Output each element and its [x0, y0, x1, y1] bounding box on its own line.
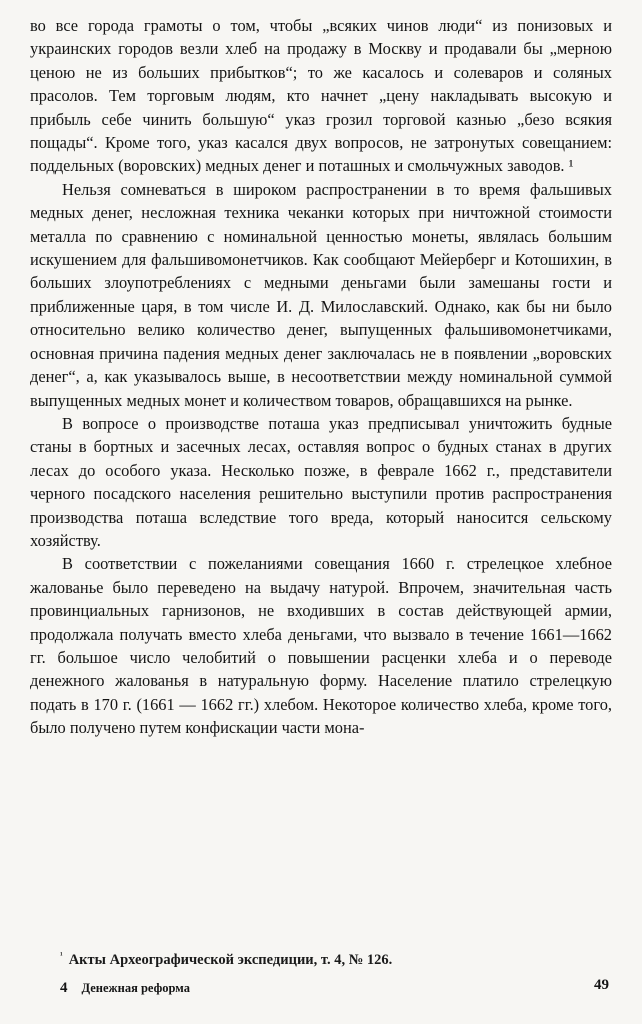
footnote	[60, 950, 392, 969]
page-footer-left	[60, 980, 190, 997]
page-body	[30, 14, 612, 740]
printer-signature: 4	[60, 980, 68, 996]
paragraph-4: В соответствии с пожеланиями совещания 1660 г. стрелецкое хлебное жалованье было переведено на выдачу натурой. Впрочем, значительная часть провинциальных гарнизонов, не входивших в состав действующей армии, продолжала получать вместо хлеба деньгами, что вызвало в течение 1661—1662 гг. большое число челобитий о повышении расценки хлеба и о переводе денежного жалованья в натуральную форму. Население платило стрелецкую подать в 170 г. (1661 — 1662 гг.) хлебом. Некоторое количество хлеба, кроме того, было получено путем конфискации части мона-	[30, 554, 612, 738]
footnote-marker: ¹	[60, 950, 63, 960]
running-title: Денежная реформа	[81, 981, 190, 995]
footnote-text: Акты Археографической экспедиции, т. 4, № 126.	[68, 951, 393, 968]
paragraph-3: В вопросе о производстве поташа указ предписывал уничтожить будные станы в бортных и засечных лесах, оставляя вопрос о будных станах в других лесах до особого указа. Несколько позже, в феврале 1662 г., представители черного посадского населения решительно выступили против распространения производства поташа вследствие того вреда, который наносится сельскому хозяйству.	[30, 413, 612, 550]
page-number: 49	[594, 977, 609, 993]
paragraph-2: Нельзя сомневаться в широком распространении в то время фальшивых медных денег, несложная техника чеканки которых при ничтожной стоимости металла по сравнению с номинальной ценностью монеты, являлась большим искушением для фальшивомонетчиков. Как сообщают Мейерберг и Котошихин, в больших злоупотреблениях с медными деньгами были замешаны гости и приближенные царя, в том числе И. Д. Милославский. Однако, как бы ни было относительно велико количество денег, выпущенных фальшивомонетчиками, основная причина падения медных денег заключалась не в появлении „воровских денег“, а, как указывалось выше, в несоответствии между номинальной суммой выпущенных медных монет и количеством товаров, обращавшихся на рынке.	[30, 179, 612, 410]
paragraph-1: во все города грамоты о том, чтобы „всяких чинов люди“ из понизовых и украинских городов везли хлеб на продажу в Москву и продавали бы „мерною ценою не из больших прибытков“; то же касалось и солеваров и соляных прасолов. Тем торговым людям, кто начнет „цену накладывать высокую и прибыль себе чинить большую“ указ грозил торговой казнью „безо всякия пощады“. Кроме того, указ касался двух вопросов, не затронутых совещанием: поддельных (воровских) медных денег и поташных и смольчужных заводов. ¹	[30, 16, 612, 176]
